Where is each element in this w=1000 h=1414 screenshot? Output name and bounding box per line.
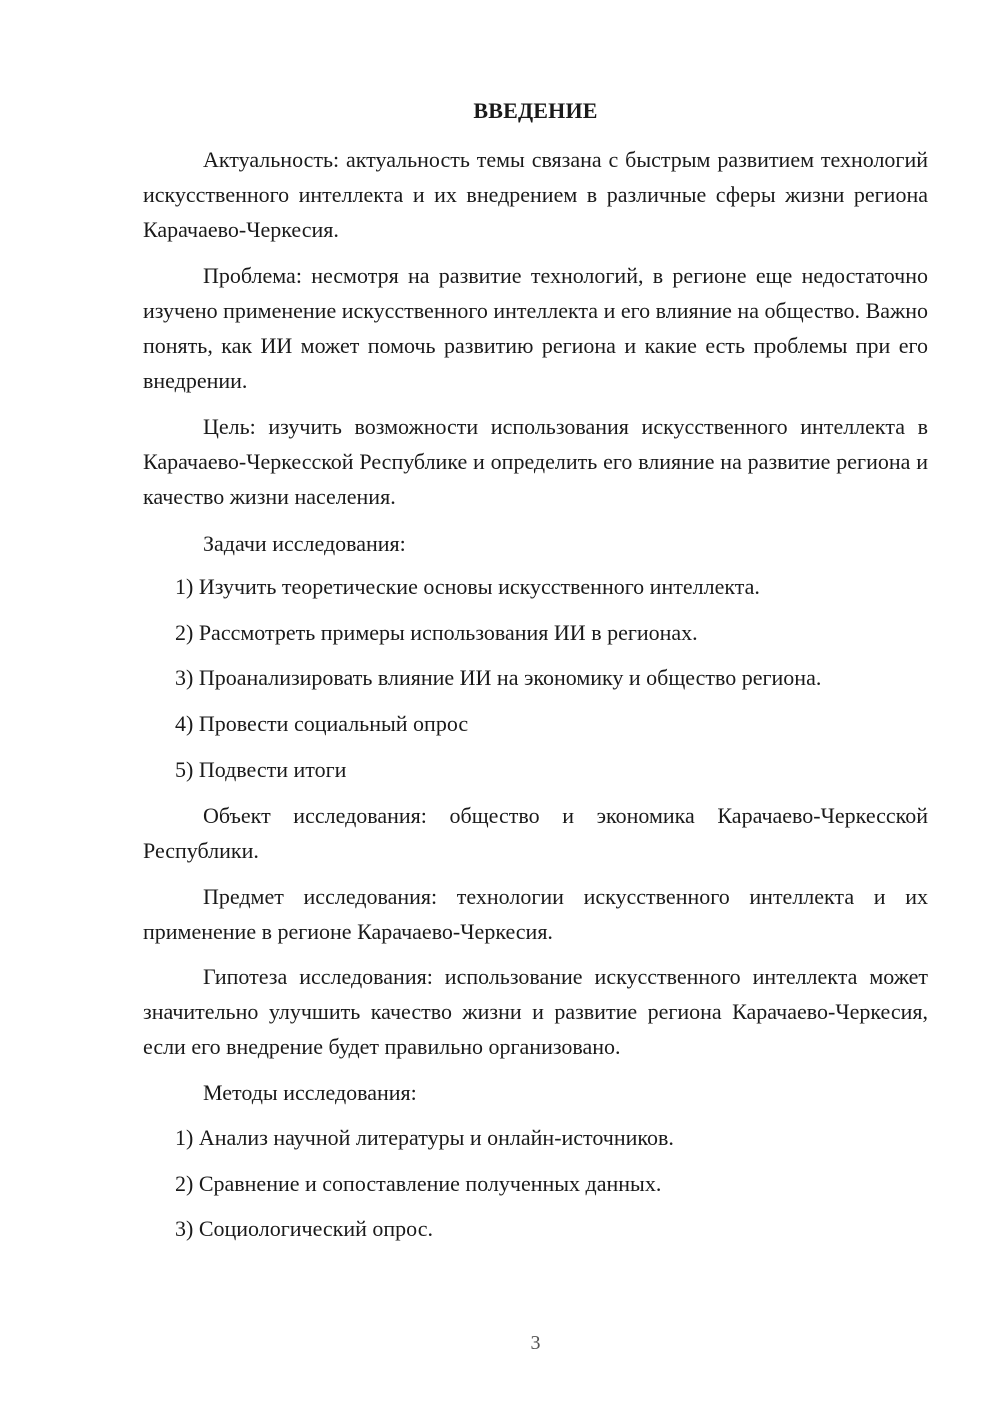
task-item-4: 4) Провести социальный опрос bbox=[175, 711, 469, 736]
task-item-1: 1) Изучить теоретические основы искусственного интеллекта. bbox=[175, 574, 760, 599]
paragraph-hypothesis: Гипотеза исследования: использование искусственного интеллекта может значительно улучшить качество жизни и развитие региона Карачаево-Черкесия, если его внедрение будет правильно организовано. bbox=[143, 964, 928, 1059]
paragraph-subject: Предмет исследования: технологии искусственного интеллекта и их применение в регионе Карачаево-Черкесия. bbox=[143, 884, 928, 944]
paragraph-goal: Цель: изучить возможности использования искусственного интеллекта в Карачаево-Черкесской Республике и определить его влияние на развитие региона и качество жизни населения. bbox=[143, 414, 928, 509]
method-item-2: 2) Сравнение и сопоставление полученных данных. bbox=[175, 1171, 662, 1196]
methods-heading: Методы исследования: bbox=[203, 1080, 417, 1105]
paragraph-object-text: Объект исследования: общество и экономика Карачаево-Черкесской Республики. bbox=[143, 803, 928, 863]
paragraph-problem: Проблема: несмотря на развитие технологий, в регионе еще недостаточно изучено применение искусственного интеллекта и его влияние на общество. Важно понять, как ИИ может помочь развитию региона и какие есть проблемы при его внедрении. bbox=[143, 263, 928, 393]
paragraph-object bbox=[143, 798, 928, 868]
paragraph-relevance: Актуальность: актуальность темы связана с быстрым развитием технологий искусственного интеллекта и их внедрением в различные сферы жизни региона Карачаево-Черкесия. bbox=[143, 147, 928, 242]
tasks-heading: Задачи исследования: bbox=[203, 531, 406, 556]
page-title: ВВЕДЕНИЕ bbox=[473, 98, 598, 123]
task-item-2: 2) Рассмотреть примеры использования ИИ в регионах. bbox=[175, 620, 698, 645]
task-item-5: 5) Подвести итоги bbox=[175, 757, 347, 782]
method-item-3: 3) Социологический опрос. bbox=[175, 1216, 433, 1241]
method-item-1: 1) Анализ научной литературы и онлайн-источников. bbox=[175, 1125, 674, 1150]
task-item-3: 3) Проанализировать влияние ИИ на экономику и общество региона. bbox=[175, 665, 822, 690]
page-number: 3 bbox=[530, 1332, 541, 1354]
